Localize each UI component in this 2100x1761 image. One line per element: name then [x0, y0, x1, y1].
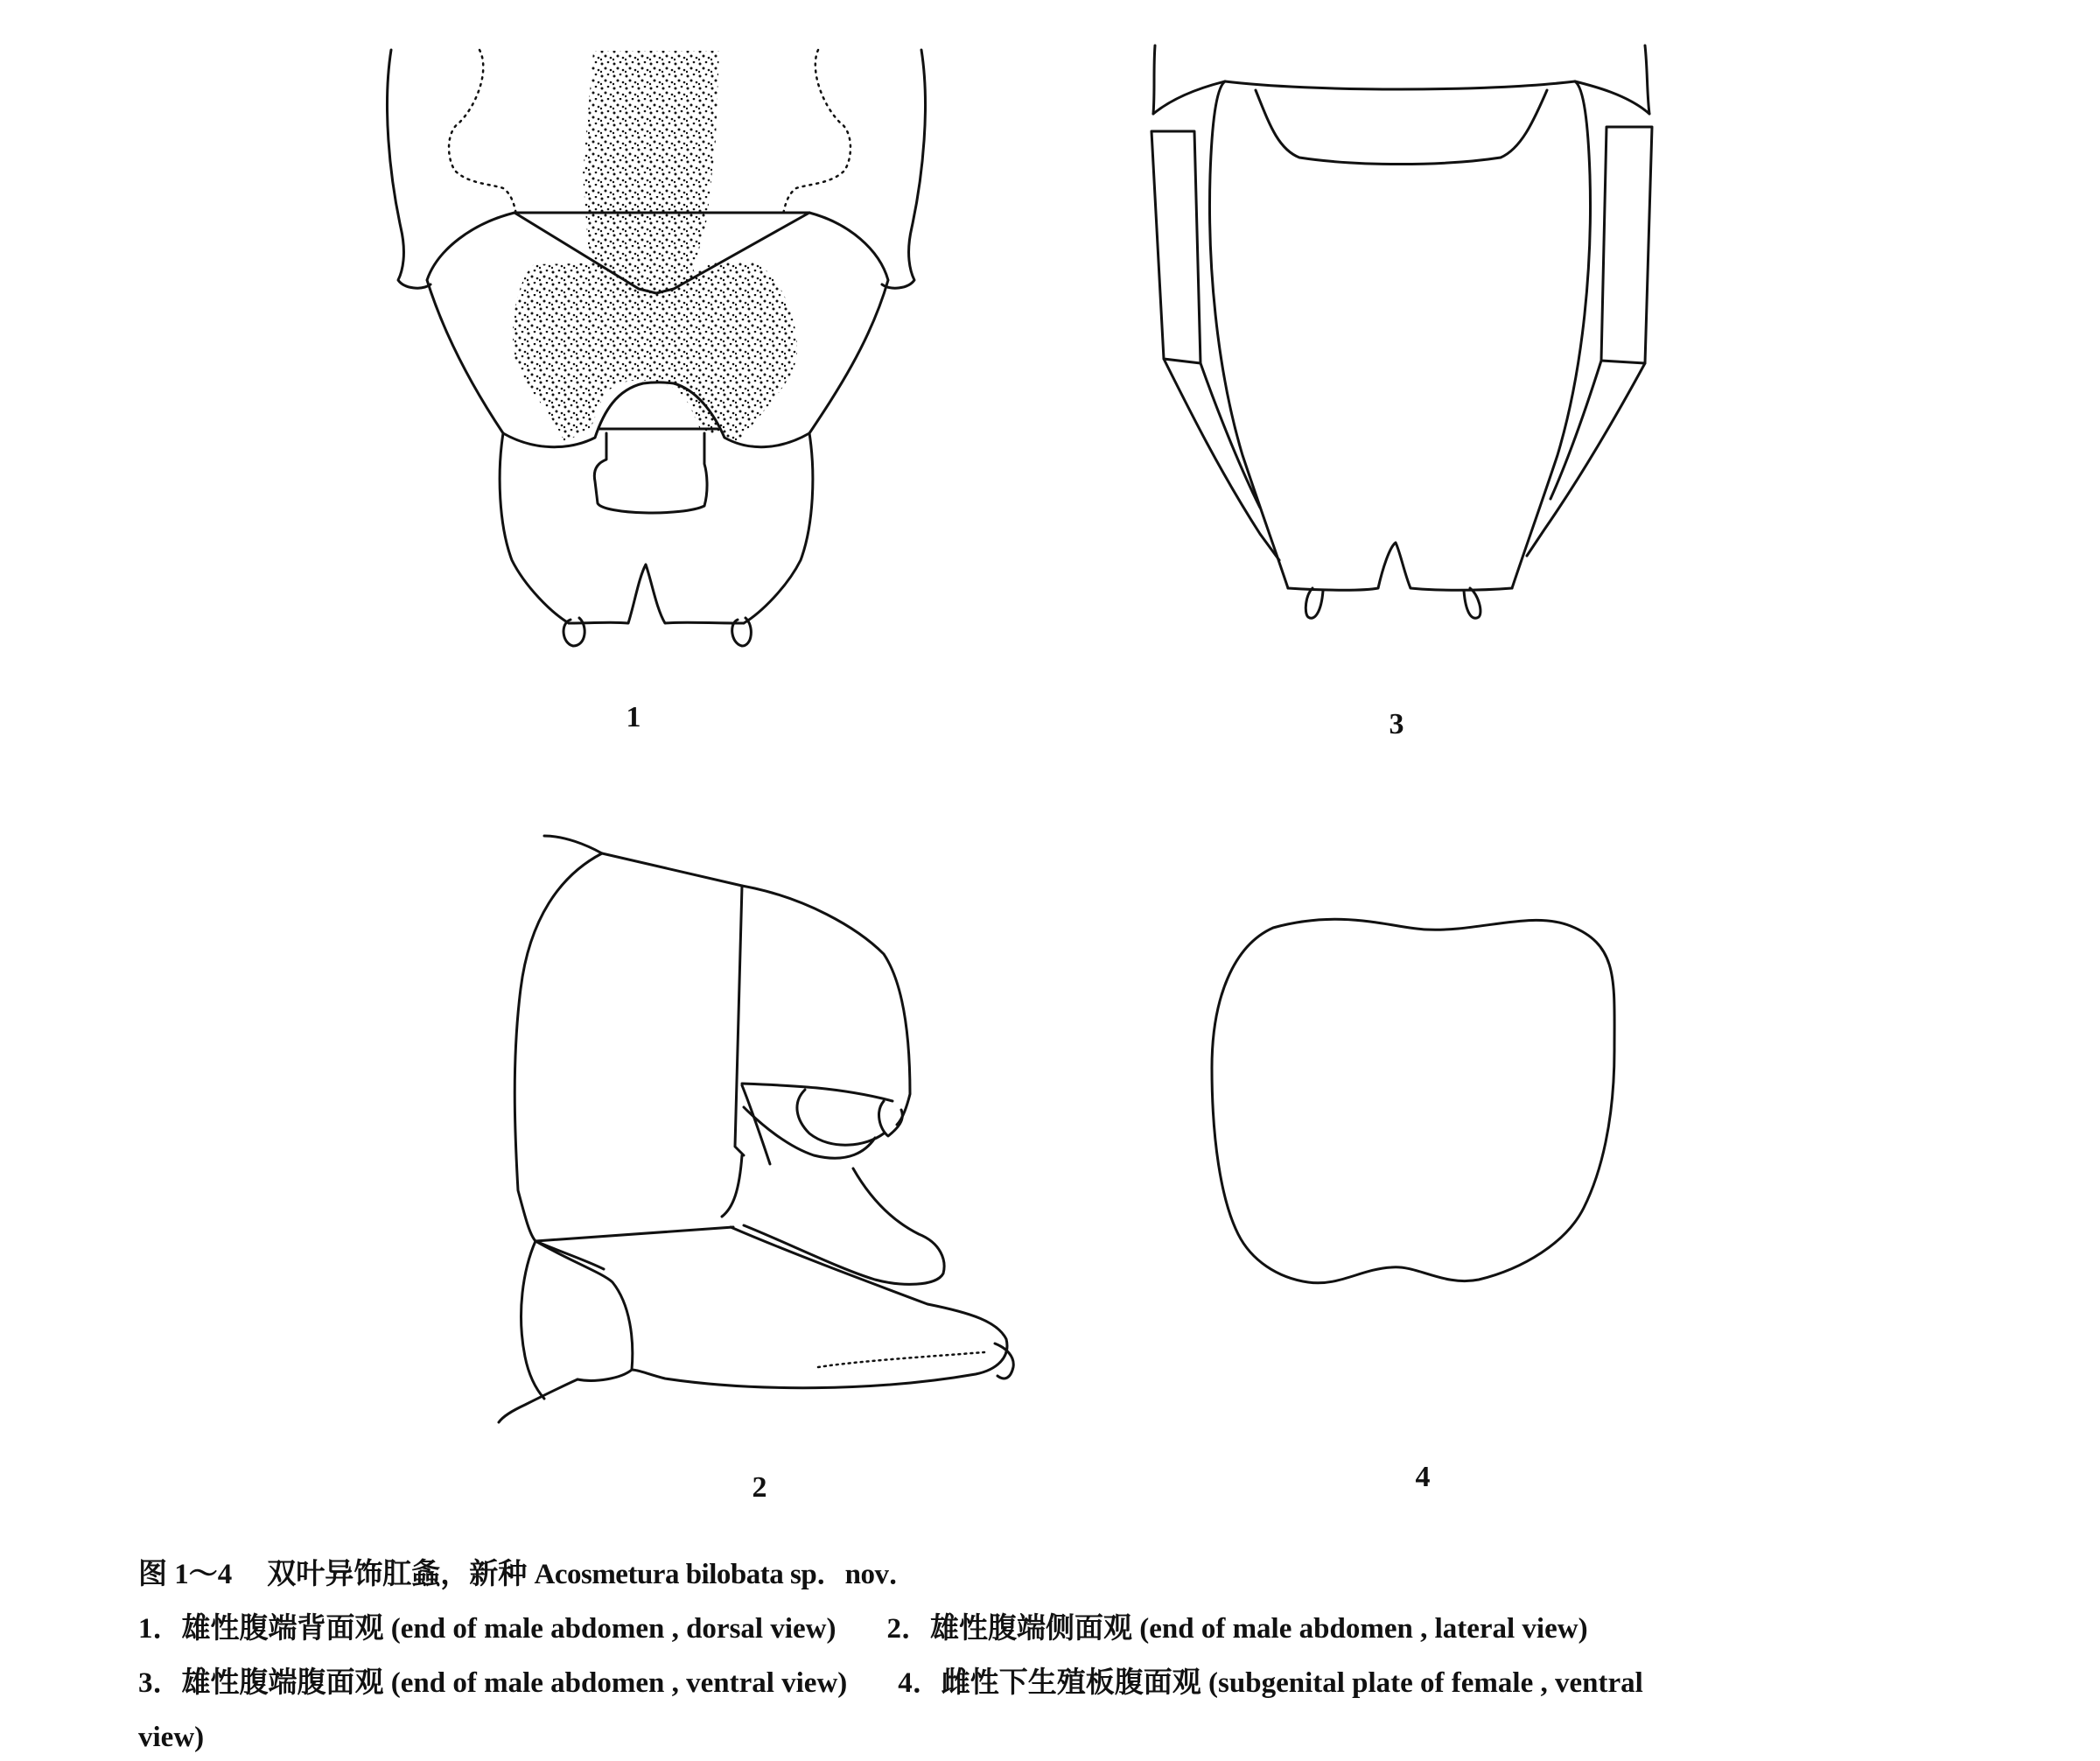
caption-item4-zh: 4．雌性下生殖板腹面观: [898, 1667, 1201, 1699]
figure-caption: [138, 1547, 2028, 1761]
fig1-dorsal-drawing: [388, 50, 926, 646]
caption-item2-en: (end of male abdomen , lateral view): [1139, 1613, 1588, 1645]
caption-item2-zh: 2．雄性腹端侧面观: [886, 1613, 1132, 1645]
fig4-subgenital-plate-drawing: [1212, 919, 1614, 1283]
caption-item1-zh: 1．雄性腹端背面观: [138, 1613, 384, 1645]
fig1-stipple-band: [583, 51, 719, 298]
caption-item3-zh: 3．雄性腹端腹面观: [138, 1667, 384, 1699]
fig1-dotted-left: [449, 50, 516, 214]
caption-line-1-2: [138, 1602, 2028, 1656]
fig1-stipple-lobes: [513, 263, 797, 442]
caption-title-prefix: 图 1～4: [138, 1559, 233, 1590]
caption-title-line: [138, 1547, 2028, 1602]
caption-item1-en: (end of male abdomen , dorsal view): [390, 1613, 836, 1645]
fig1-dotted-right: [783, 50, 850, 214]
fig1-number: 1: [626, 701, 641, 733]
caption-item4-en-cont: view): [138, 1722, 205, 1753]
caption-item4-en: (subgenital plate of female , ventral: [1208, 1667, 1643, 1699]
caption-line-3-4: [138, 1656, 2028, 1710]
caption-line-cont: [138, 1710, 2028, 1761]
caption-species-name: Acosmetura bilobata sp．nov．: [534, 1559, 918, 1590]
fig3-ventral-drawing: [1152, 46, 1652, 618]
caption-title-zh: 双叶异饰肛螽，新种: [267, 1559, 528, 1590]
fig4-number: 4: [1415, 1461, 1431, 1493]
fig3-number: 3: [1389, 708, 1404, 740]
fig2-number: 2: [752, 1471, 767, 1504]
caption-item3-en: (end of male abdomen , ventral view): [390, 1667, 848, 1699]
fig2-lateral-drawing: [499, 836, 1013, 1422]
